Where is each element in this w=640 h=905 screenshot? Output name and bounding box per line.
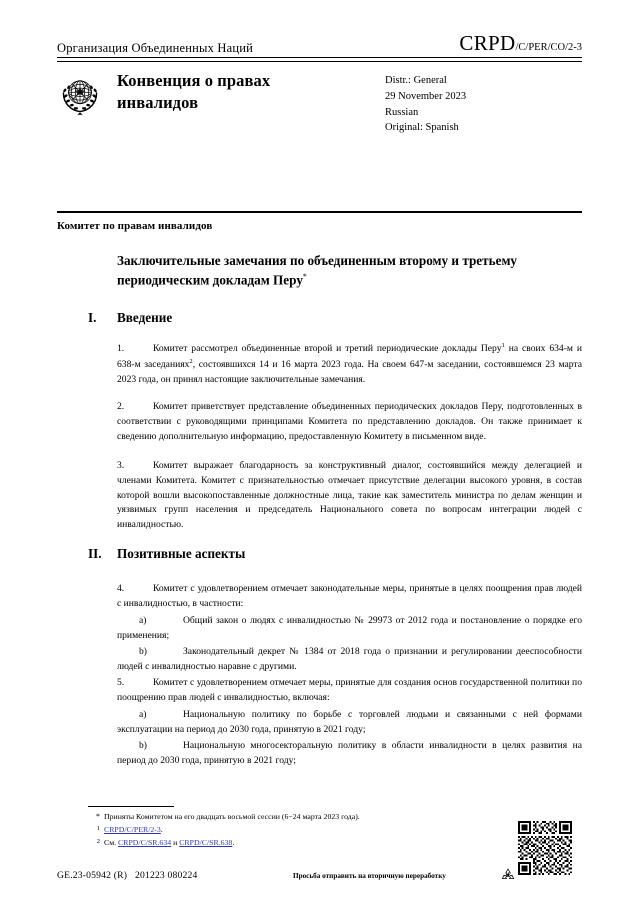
document-symbol bbox=[459, 31, 582, 56]
section-label-1: Введение bbox=[117, 310, 173, 325]
paragraph-5-item-a-text: Национальную политику по борьбе с торговлей людьми и связанными с ней формами эксплуатации на период до 2030 года, принятую в 2021 году; bbox=[117, 709, 582, 735]
footnote-2-mark: 2 bbox=[96, 837, 100, 845]
paragraph-5-item-b-label: b) bbox=[139, 740, 147, 751]
footnote-2 bbox=[88, 837, 558, 850]
document-symbol-main: CRPD bbox=[459, 31, 516, 55]
footnote-star bbox=[88, 811, 558, 824]
original-language: Original: Spanish bbox=[385, 122, 459, 134]
footnote-2-prefix: См. bbox=[104, 837, 119, 847]
footnote-1 bbox=[88, 824, 558, 837]
section-numeral-2: II. bbox=[88, 546, 102, 561]
footnote-1-link[interactable]: CRPD/C/PER/2-3 bbox=[104, 824, 161, 834]
paragraph-4 bbox=[117, 582, 582, 612]
section-heading-positive-aspects bbox=[88, 546, 558, 562]
convention-title: Конвенция о правах инвалидов bbox=[117, 71, 271, 112]
emblem-title-row bbox=[57, 70, 582, 136]
document-header bbox=[57, 31, 582, 56]
paragraph-4-number: 4. bbox=[117, 583, 125, 594]
page-title bbox=[117, 252, 537, 290]
paragraph-5-text: Комитет с удовлетворением отмечает меры, принятые для создания основ государственной политики по поощрению прав людей с инвалидностью, включая: bbox=[117, 677, 582, 703]
header-top-row bbox=[57, 31, 582, 56]
distribution-line: Distr.: General bbox=[385, 75, 447, 86]
paragraph-4-item-a-text: Общий закон о людях с инвалидностью № 29973 от 2012 года и постановление о порядке его применения; bbox=[117, 615, 582, 641]
footnote-list bbox=[88, 811, 558, 849]
paragraph-5 bbox=[117, 676, 582, 706]
paragraph-3-text: Комитет выражает благодарность за конструктивный диалог, состоявшийся между делегацией и членами Комитета. Комитет с признательностью отмечает присутствие делегации высокого уровня, в состав которой вошли высокопоставленные должностные лица, такие как заместитель министра по делам женщин и уязвимых групп населения и председатель Национального совета по вопросам интеграции людей с инвалидностью. bbox=[117, 460, 582, 531]
paragraph-5-item-b bbox=[117, 739, 582, 769]
footnote-1-mark: 1 bbox=[96, 824, 100, 832]
section-heading-introduction bbox=[88, 310, 558, 326]
paragraph-1-text-b: на своих 634-м и 638-м заседаниях bbox=[117, 343, 582, 371]
paragraph-3-number: 3. bbox=[117, 460, 125, 471]
organization-name: Организация Объединенных Наций bbox=[57, 41, 254, 55]
footnote-2-tail: . bbox=[232, 837, 235, 847]
section-numeral-1: I. bbox=[88, 310, 97, 325]
page-footer bbox=[57, 868, 582, 898]
paragraph-5-number: 5. bbox=[117, 677, 125, 688]
recycle-notice: Просьба отправить на вторичную переработку bbox=[293, 872, 446, 880]
footnote-2-conjunction: и bbox=[171, 837, 180, 847]
paragraph-2 bbox=[117, 400, 582, 444]
un-emblem bbox=[57, 72, 103, 118]
section-label-2: Позитивные аспекты bbox=[117, 546, 246, 561]
committee-rule bbox=[57, 211, 582, 213]
footnote-1-tail: . bbox=[160, 824, 163, 834]
footnote-2-link-1[interactable]: CRPD/C/SR.634 bbox=[118, 837, 172, 847]
page-title-text: Заключительные замечания по объединенным второму и третьему периодическим докладам Перу bbox=[117, 253, 518, 288]
footnote-star-mark: * bbox=[96, 812, 100, 821]
paragraph-1-text-a: Комитет рассмотрел объединенные второй и третий периодические доклады Перу bbox=[153, 343, 502, 355]
page-title-footnote-mark: * bbox=[302, 271, 307, 281]
paragraph-3 bbox=[117, 459, 582, 533]
header-rule-upper bbox=[57, 57, 582, 58]
recycle-icon bbox=[500, 867, 516, 883]
footnote-separator bbox=[88, 806, 174, 807]
paragraph-1-footref-1: 1 bbox=[501, 342, 505, 349]
paragraph-4-item-b-text: Законодательный декрет № 1384 от 2018 года о признании и регулировании дееспособности людей с инвалидностью наравне с другими. bbox=[117, 646, 582, 672]
qr-code bbox=[518, 821, 572, 875]
footnote-2-link-2[interactable]: CRPD/C/SR.638 bbox=[179, 837, 233, 847]
ge-document-code bbox=[57, 870, 198, 881]
footnote-star-text: Приняты Комитетом на его двадцать восьмой сессии (6−24 марта 2023 года). bbox=[104, 812, 360, 821]
paragraph-1-footref-2: 2 bbox=[189, 357, 193, 365]
paragraph-1-number: 1. bbox=[117, 343, 125, 355]
paragraph-1 bbox=[117, 341, 582, 388]
distribution-block bbox=[385, 70, 466, 136]
paragraph-4-item-b bbox=[117, 645, 582, 675]
paragraph-2-text: Комитет приветствует представление объединенных периодических докладов Перу, подготовленных в соответствии с руководящими принципами Комитета по представлению докладов. Он также принимает к сведению дополнительную информацию, предоставленную Комитету в письменном виде. bbox=[117, 401, 582, 442]
paragraph-5-item-b-text: Национальную многосекторальную политику в области инвалидности в целях развития на период до 2030 года, принятую в 2021 году; bbox=[117, 740, 582, 766]
paragraph-2-number: 2. bbox=[117, 401, 125, 412]
committee-name: Комитет по правам инвалидов bbox=[57, 220, 213, 232]
document-date: 29 November 2023 bbox=[385, 90, 467, 102]
document-language: Russian bbox=[385, 106, 419, 118]
paragraph-5-item-a bbox=[117, 708, 582, 738]
paragraph-1-text-c: , состоявшихся 14 и 16 марта 2023 года. На своем 647-м заседании, состоявшемся 23 марта 2023 года, он принял настоящие заключительные замечания. bbox=[117, 359, 582, 385]
document-symbol-suffix: /C/PER/CO/2-3 bbox=[515, 42, 582, 53]
ge-code-text: GE.23-05942 (R) bbox=[57, 870, 128, 881]
header-rule-lower bbox=[57, 61, 582, 62]
paragraph-5-item-a-label: a) bbox=[139, 709, 147, 720]
ge-date-codes: 201223 080224 bbox=[134, 870, 198, 881]
paragraph-4-item-a bbox=[117, 614, 582, 644]
paragraph-4-text: Комитет с удовлетворением отмечает законодательные меры, принятые в целях поощрения прав людей с инвалидностью, в частности: bbox=[117, 583, 582, 609]
paragraph-4-item-a-label: a) bbox=[139, 615, 147, 626]
paragraph-4-item-b-label: b) bbox=[139, 646, 147, 657]
